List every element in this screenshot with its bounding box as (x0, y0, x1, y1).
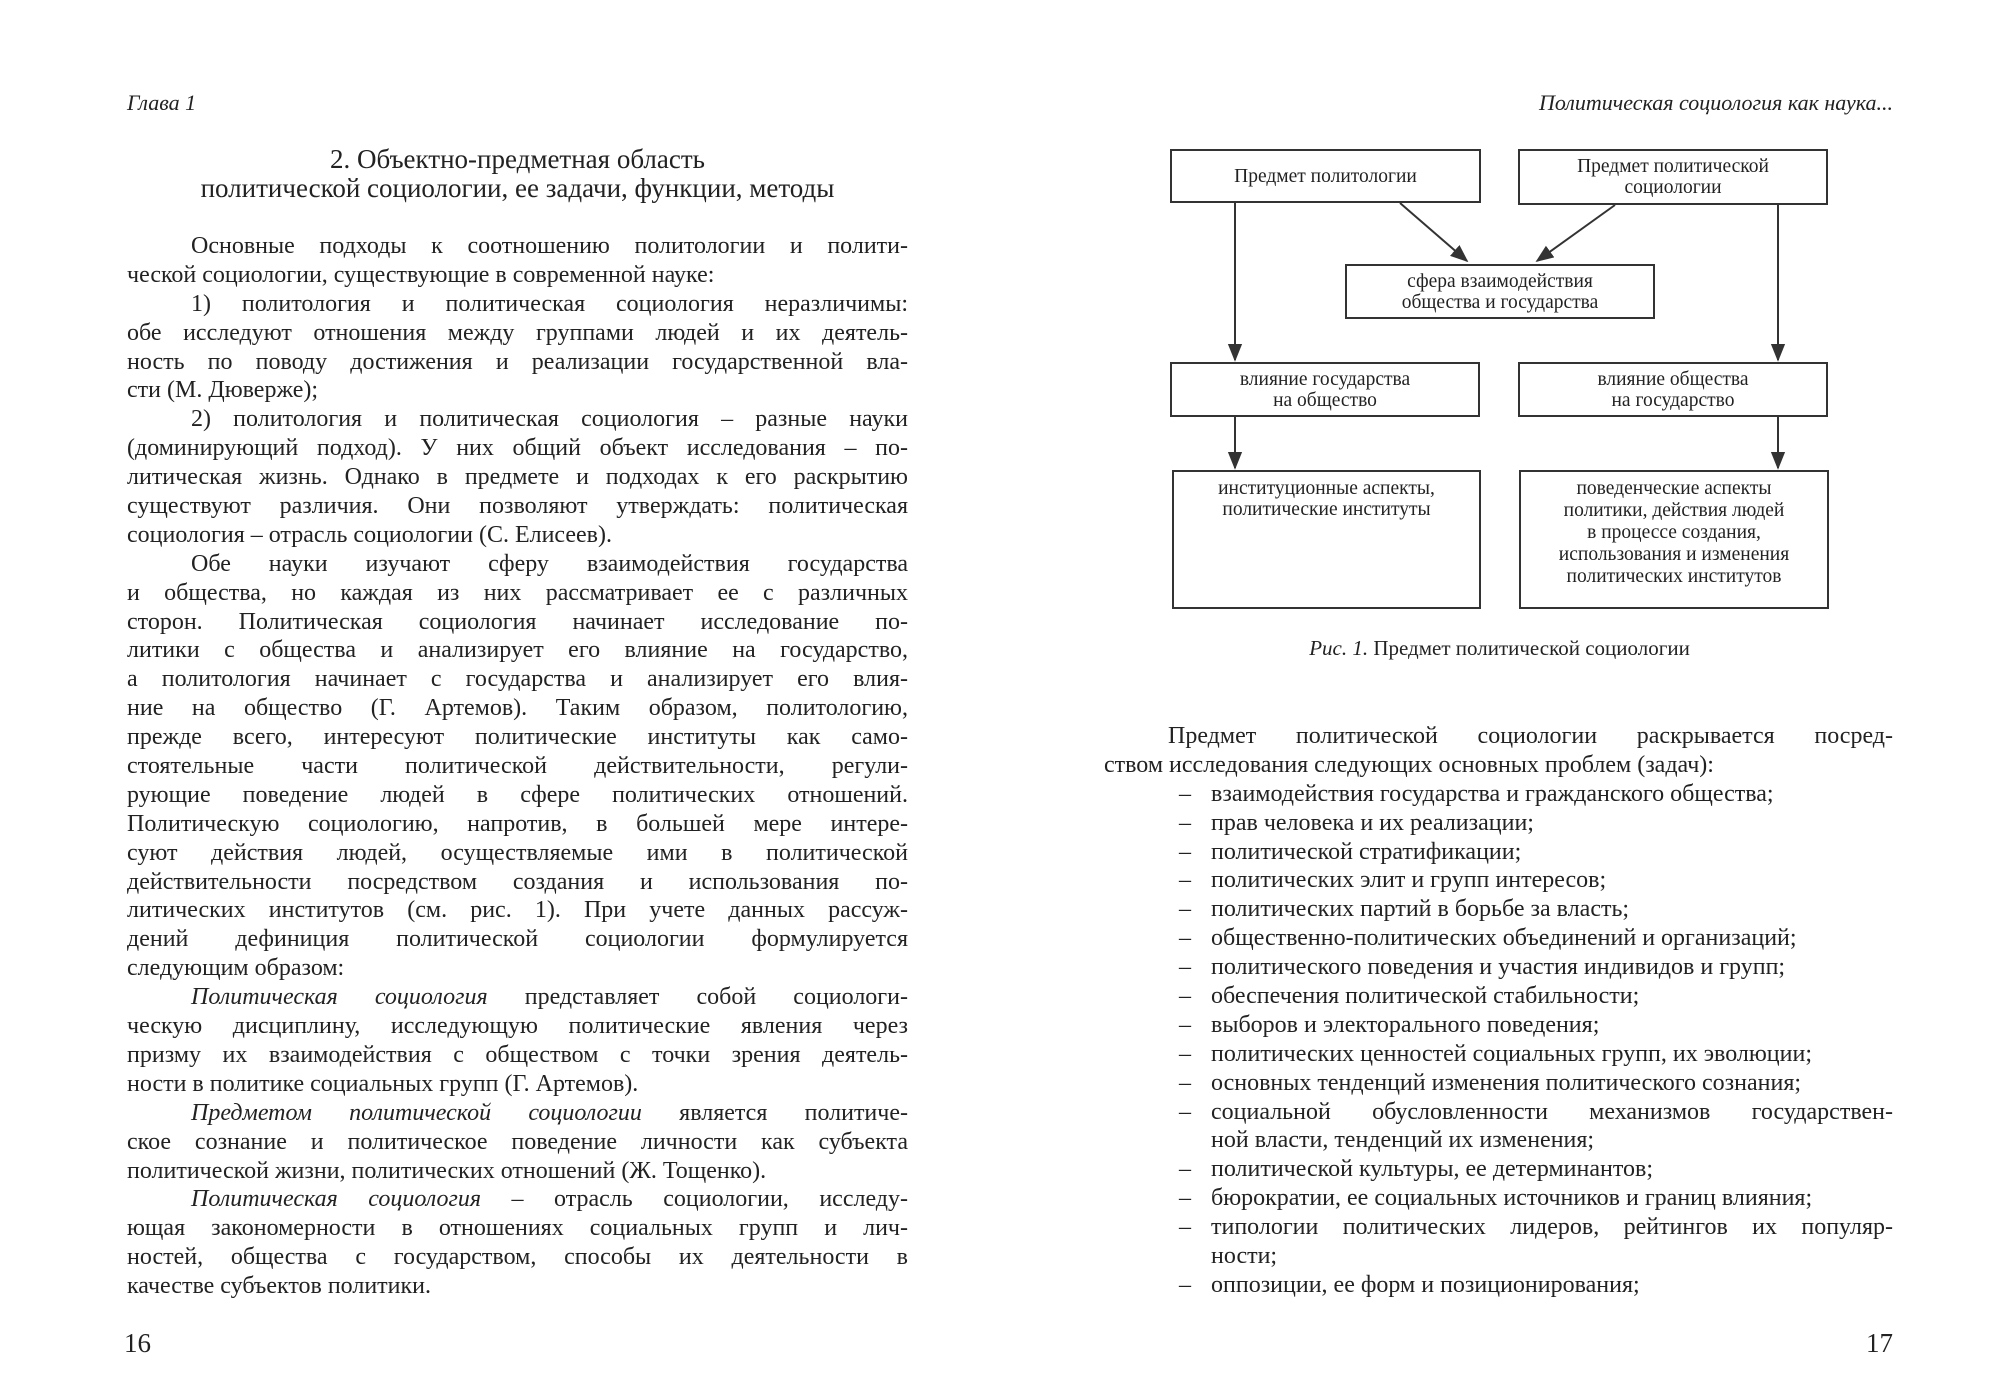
running-head-right: Политическая социология как наука... (1538, 90, 1893, 115)
paragraph (127, 983, 908, 1099)
box-interaction-sphere (1345, 264, 1655, 319)
list-item (1179, 1184, 1893, 1213)
list-dash: – (1179, 954, 1191, 981)
box-label: влияние общества (1597, 368, 1749, 390)
list-dash: – (1179, 1185, 1191, 1212)
box-label: политические институты (1222, 499, 1431, 520)
text-line: общественно-политических объединений и организаций; (1211, 925, 1797, 952)
list-dash: – (1179, 1098, 1191, 1125)
box-label: сфера взаимодействия (1407, 270, 1593, 292)
section-title-line: 2. Объектно-предметная область (330, 144, 705, 174)
caption-text: Предмет политической социологии (1368, 636, 1690, 660)
box-society-influence (1518, 362, 1828, 417)
paragraph (127, 1099, 908, 1186)
list-dash: – (1179, 1069, 1191, 1096)
text-line: ческой социологии, существующие в современной науке: (127, 261, 715, 288)
box-politology-subject (1170, 149, 1481, 203)
text-line: политических партий в борьбе за власть; (1211, 896, 1630, 923)
box-label: на общество (1273, 389, 1377, 411)
text-line: политического поведения и участия индивидов и групп; (1211, 954, 1786, 981)
text-line: прежде всего, интересуют политические институты как само- (127, 724, 908, 751)
list-dash: – (1179, 1011, 1191, 1038)
text-line: Предмет политической социологии раскрывается посред- (1168, 723, 1893, 749)
text-line: ной власти, тенденций их изменения; (1211, 1127, 1595, 1154)
box-label: в процессе создания, (1587, 522, 1761, 543)
box-behavioral-aspects (1519, 470, 1829, 609)
box-label: на государство (1611, 389, 1735, 411)
box-institutional-aspects (1172, 470, 1481, 609)
list-item (1179, 895, 1893, 924)
text-line: взаимодействия государства и гражданского общества; (1211, 780, 1774, 807)
list-dash: – (1179, 925, 1191, 952)
box-label: влияние государства (1239, 368, 1411, 390)
text-line: основных тенденций изменения политического сознания; (1211, 1069, 1802, 1096)
text-line: ющая закономерности в отношениях социальных групп и лич- (127, 1215, 908, 1242)
list-dash: – (1179, 1040, 1191, 1067)
text-line: Основные подходы к соотношению политологии и полити- (191, 233, 908, 259)
italic-term: Политическая социология (191, 984, 488, 1011)
text-line: политических ценностей социальных групп, их эволюции; (1211, 1040, 1812, 1067)
text-line: качестве субъектов политики. (127, 1273, 432, 1300)
text-line: призму их взаимодействия с обществом с точки зрения деятель- (127, 1041, 908, 1068)
list-dash: – (1179, 896, 1191, 923)
box-label: общества и государства (1401, 291, 1599, 313)
text-run: является политиче- (641, 1099, 908, 1126)
page-number-left: 16 (124, 1328, 151, 1358)
box-label: Предмет политологии (1234, 165, 1417, 187)
text-line: ское сознание и политическое поведение личности как субъекта (127, 1128, 908, 1155)
box-label: институционные аспекты, (1218, 478, 1435, 499)
text-line: ностей, общества с государством, способы их деятельности в (127, 1244, 908, 1271)
text-line (127, 1185, 908, 1214)
text-line: сти (М. Дюверже); (127, 377, 319, 404)
text-line: обеспечения политической стабильности; (1211, 983, 1640, 1010)
section-title-line: политической социологии, ее задачи, функции, методы (200, 173, 835, 203)
text-line: типологии политических лидеров, рейтингов их популяр- (1211, 1214, 1893, 1241)
list-item (1179, 1213, 1893, 1271)
intro-paragraph (1104, 722, 1893, 780)
text-line: ность по поводу достижения и реализации государственной вла- (127, 348, 908, 375)
text-line: а политология начинает с государства и анализирует его влия- (127, 666, 908, 693)
text-line: (доминирующий подход). У них общий объект исследования – по- (127, 435, 908, 462)
text-line: социология – отрасль социологии (С. Елисеев). (127, 521, 613, 548)
list-dash: – (1179, 1214, 1191, 1241)
text-line: литики с общества и анализирует его влияние на государство, (127, 637, 908, 664)
list-item (1179, 809, 1893, 838)
list-item (1179, 924, 1893, 953)
list-item (1179, 838, 1893, 867)
list-item (1179, 1155, 1893, 1184)
text-line: социальной обусловленности механизмов государствен- (1211, 1098, 1893, 1125)
list-item (1179, 982, 1893, 1011)
arrow-polsoc-to-sphere (1537, 205, 1615, 261)
italic-term: Предметом политической социологии (191, 1099, 642, 1126)
text-line: бюрократии, ее социальных источников и границ влияния; (1211, 1185, 1813, 1212)
text-line: оппозиции, ее форм и позиционирования; (1211, 1271, 1640, 1298)
text-line: выборов и электорального поведения; (1211, 1011, 1600, 1038)
text-line: литических институтов (см. рис. 1). При учете данных рассуж- (127, 897, 908, 924)
text-line (127, 1099, 908, 1128)
list-dash: – (1179, 1156, 1191, 1183)
text-line: обе исследуют отношения между группами людей и их деятель- (127, 319, 908, 346)
list-dash: – (1179, 867, 1191, 894)
page-number-right: 17 (1866, 1328, 1893, 1358)
text-line: политической стратификации; (1211, 838, 1522, 865)
text-line: политических элит и групп интересов; (1211, 867, 1607, 894)
text-line: дений дефиниция политической социологии формулируется (127, 926, 908, 953)
text-line: следующим образом: (127, 955, 345, 982)
text-line: политической культуры, ее детерминантов; (1211, 1156, 1653, 1183)
right-body-text (1104, 722, 1893, 1300)
list-item (1179, 866, 1893, 895)
text-run: – отрасль социологии, исследу- (481, 1186, 908, 1213)
list-item (1179, 1271, 1893, 1300)
list-item (1179, 780, 1893, 809)
box-label: поведенческие аспекты (1576, 478, 1772, 499)
list-item (1179, 953, 1893, 982)
text-line: и общества, но каждая из них рассматривает ее с различных (127, 579, 908, 606)
text-line: суют действия людей, осуществляемые ими в политической (127, 839, 908, 866)
box-polsoc-subject (1518, 149, 1828, 205)
task-list (1179, 780, 1893, 1300)
list-item (1179, 1098, 1893, 1156)
list-dash: – (1179, 809, 1191, 836)
text-line: ческую дисциплину, исследующую политические явления через (127, 1013, 908, 1040)
box-label: политики, действия людей (1563, 500, 1785, 521)
list-dash: – (1179, 838, 1191, 865)
text-line: рующие поведение людей в сфере политических отношений. (127, 781, 908, 808)
text-line: ности в политике социальных групп (Г. Артемов). (127, 1070, 639, 1097)
list-item (1179, 1069, 1893, 1098)
text-line: прав человека и их реализации; (1211, 809, 1534, 836)
list-dash: – (1179, 780, 1191, 807)
box-label: использования и изменения (1558, 544, 1790, 565)
box-label: Предмет политической (1577, 156, 1769, 177)
box-label: политических институтов (1566, 566, 1782, 587)
arrow-politology-to-sphere (1400, 203, 1467, 261)
figure-caption (1170, 636, 1829, 661)
text-line: Политическую социологию, напротив, в большей мере интере- (127, 810, 908, 837)
text-line (127, 983, 908, 1012)
text-line: стоятельные части политической действительности, регули- (127, 753, 908, 780)
box-label: социологии (1624, 177, 1722, 198)
list-dash: – (1179, 983, 1191, 1010)
text-line: ности; (1211, 1243, 1278, 1270)
list-dash: – (1179, 1271, 1191, 1298)
text-line: действительности посредством создания и использования по- (127, 868, 908, 895)
paragraph (127, 1185, 908, 1301)
text-line: ством исследования следующих основных проблем (задач): (1104, 751, 1714, 778)
text-line: литическая жизнь. Однако в предмете и подходах к его раскрытию (127, 464, 908, 491)
text-line: сторон. Политическая социология начинает исследование по- (127, 608, 908, 635)
caption-label: Рис. 1. (1309, 636, 1369, 660)
list-item (1179, 1011, 1893, 1040)
box-state-influence (1170, 362, 1480, 417)
text-line: политической жизни, политических отношений (Ж. Тощенко). (127, 1157, 767, 1184)
text-line: ние на общество (Г. Артемов). Таким образом, политологию, (127, 695, 908, 722)
text-run: представляет собой социологи- (487, 984, 908, 1011)
text-line: 1) политология и политическая социология неразличимы: (191, 290, 908, 317)
text-line: существуют различия. Они позволяют утверждать: политическая (127, 493, 908, 520)
italic-term: Политическая социология (191, 1186, 482, 1213)
running-head-left: Глава 1 (127, 90, 197, 115)
list-item (1179, 1040, 1893, 1069)
text-line: Обе науки изучают сферу взаимодействия государства (191, 550, 908, 577)
text-line: 2) политология и политическая социология – разные науки (191, 406, 908, 433)
